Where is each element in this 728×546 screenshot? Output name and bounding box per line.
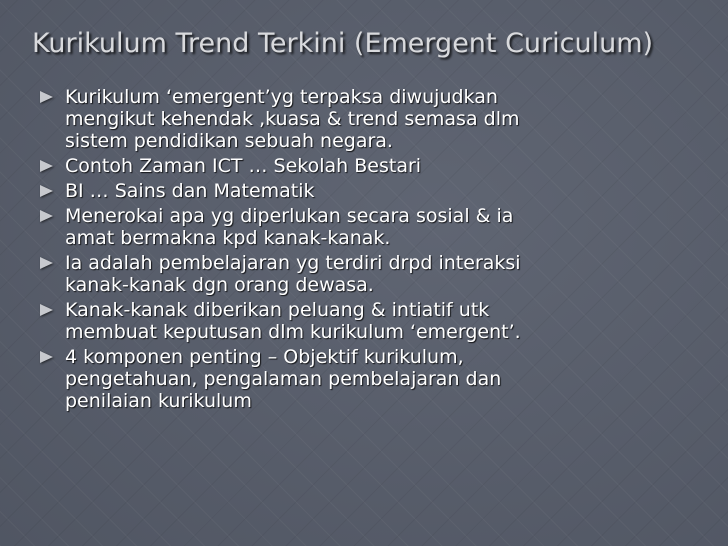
bullet-item [38,299,638,343]
bullet-text-line: penilaian kurikulum [65,390,252,412]
bullet-text-line: pengetahuan, pengalaman pembelajaran dan [65,368,502,390]
bullet-item [38,205,638,249]
bullet-text-line: kanak-kanak dgn orang dewasa. [65,274,374,296]
bullet-arrow-icon [40,304,53,316]
bullet-arrow-icon [40,257,53,269]
bullet-text-line: 4 komponen penting – Objektif kurikulum, [65,346,464,368]
bullet-arrow-icon [40,210,53,222]
bullet-item [38,180,638,202]
bullet-arrow-icon [40,160,53,172]
bullet-arrow-icon [40,185,53,197]
bullet-text-line: BI … Sains dan Matematik [65,180,315,202]
bullet-text-line: Contoh Zaman ICT … Sekolah Bestari [65,155,422,177]
bullet-text-line: mengikut kehendak ,kuasa & trend semasa dlm [65,108,520,130]
bullet-text-line: amat bermakna kpd kanak-kanak. [65,227,391,249]
bullet-item [38,252,638,296]
bullet-list [38,86,638,415]
slide-title: Kurikulum Trend Terkini (Emergent Curiculum) [32,28,654,59]
bullet-item [38,346,638,412]
bullet-arrow-icon [40,351,53,363]
bullet-text-line: Kurikulum ‘emergent’yg terpaksa diwujudkan [65,86,498,108]
bullet-text-line: Ia adalah pembelajaran yg terdiri drpd interaksi [65,252,521,274]
bullet-item [38,86,638,152]
bullet-text-line: sistem pendidikan sebuah negara. [65,130,393,152]
bullet-text-line: Kanak-kanak diberikan peluang & intiatif utk [65,299,490,321]
bullet-arrow-icon [40,91,53,103]
bullet-text-line: Menerokai apa yg diperlukan secara sosial & ia [65,205,514,227]
bullet-item [38,155,638,177]
bullet-text-line: membuat keputusan dlm kurikulum ‘emergent’. [65,321,521,343]
